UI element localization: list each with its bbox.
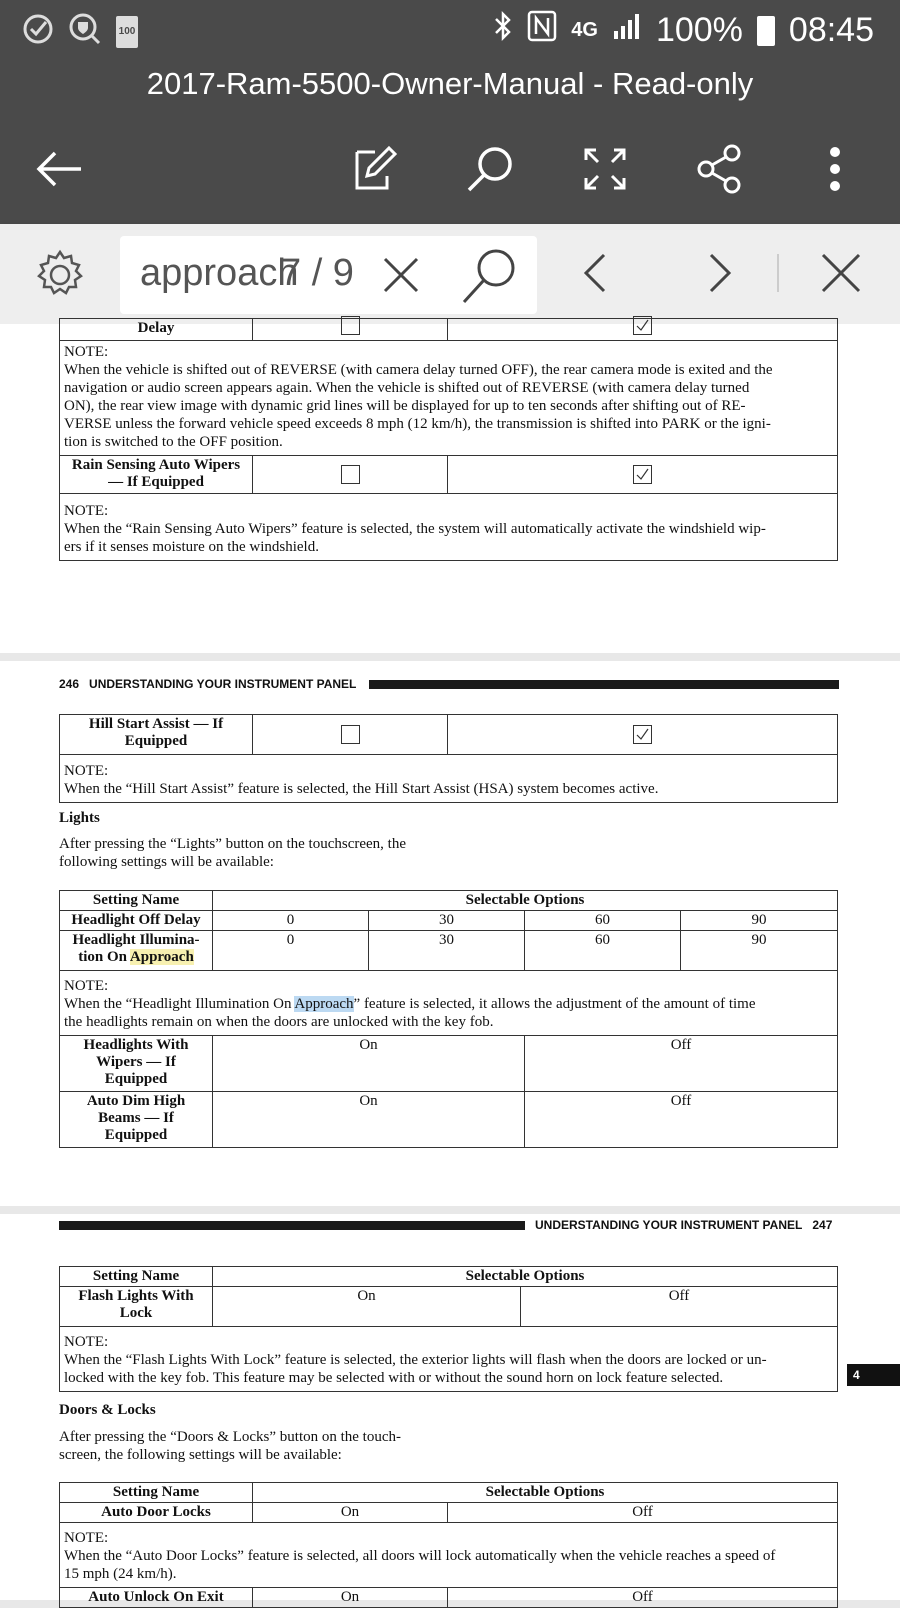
note-hill-start: NOTE: When the “Hill Start Assist” feature is selected, the Hill Start Assist (HSA) system becomes active. (60, 755, 838, 803)
checkbox-unchecked (253, 456, 448, 494)
checkbox-checked (448, 456, 838, 494)
search-highlight: Approach (129, 949, 194, 965)
setting-name-cell: Headlight Illumina- tion On Approach (60, 931, 213, 971)
option-cell: 0 (213, 911, 369, 931)
settings-table-hill-start (59, 714, 838, 803)
more-vert-icon[interactable] (805, 139, 865, 199)
setting-name-cell: Rain Sensing Auto Wipers — If Equipped (60, 456, 253, 494)
check-circle-icon (22, 13, 54, 50)
column-header: Setting Name (60, 1483, 253, 1503)
section-heading-doors-locks: Doors & Locks (59, 1402, 156, 1418)
header-rule (369, 680, 839, 689)
battery-percent: 100% (655, 11, 743, 49)
battery-icon (757, 16, 775, 46)
lights-intro: After pressing the “Lights” button on the touchscreen, the following settings will be available: (59, 836, 406, 870)
signal-icon (612, 11, 642, 50)
header-rule (59, 1221, 525, 1230)
find-input-box[interactable] (120, 236, 537, 314)
checkbox-checked (448, 319, 838, 341)
column-header: Selectable Options (213, 891, 838, 911)
find-search-icon[interactable] (460, 246, 520, 311)
doors-intro: After pressing the “Doors & Locks” button on the touch- screen, the following settings will be available: (59, 1429, 402, 1463)
option-cell: 30 (369, 911, 525, 931)
nfc-icon (527, 10, 557, 51)
settings-gear-icon[interactable] (32, 246, 88, 307)
checkbox-checked (448, 715, 838, 755)
app-toolbar (0, 64, 900, 224)
option-cell: On (253, 1588, 448, 1608)
column-header: Selectable Options (253, 1483, 838, 1503)
vpn-shield-icon (68, 12, 102, 51)
option-cell: On (253, 1503, 448, 1523)
option-cell: On (213, 1036, 525, 1092)
section-heading-lights: Lights (59, 810, 100, 826)
battery-label: 100 (118, 25, 136, 37)
note-headlight-illumination: NOTE: When the “Headlight Illumination On Approach” feature is selected, it allows the adjustment of the amount of time the headlights remain on when the doors are unlocked with the key fob. (60, 971, 838, 1036)
setting-name-cell: Flash Lights With Lock (60, 1287, 213, 1327)
note-rain-wipers: NOTE: When the “Rain Sensing Auto Wipers” feature is selected, the system will automatically activate the windshield wip- ers if it senses moisture on the windshield. (60, 494, 838, 561)
page-header: 246 UNDERSTANDING YOUR INSTRUMENT PANEL (59, 677, 357, 691)
setting-name-cell: Headlight Off Delay (60, 911, 213, 931)
divider (777, 254, 779, 292)
settings-table-flash-lights (59, 1266, 838, 1392)
pdf-page-247 (0, 1214, 900, 1605)
search-icon[interactable] (460, 139, 520, 199)
pdf-page-245 (0, 320, 900, 653)
settings-table-doors (59, 1482, 838, 1608)
setting-name-cell: Delay (60, 319, 253, 341)
share-icon[interactable] (690, 139, 750, 199)
option-cell: 90 (681, 911, 838, 931)
network-4g-icon: 4G (571, 19, 598, 41)
option-cell: 60 (525, 931, 681, 971)
setting-name-cell: Hill Start Assist — If Equipped (60, 715, 253, 755)
checkbox-unchecked (253, 715, 448, 755)
battery-100-icon (116, 16, 138, 48)
next-match-icon[interactable] (705, 252, 735, 299)
close-find-icon[interactable] (820, 252, 862, 299)
option-cell: Off (448, 1503, 838, 1523)
chapter-tab: 4 (847, 1364, 900, 1386)
search-highlight-current: Approach (294, 996, 354, 1012)
setting-name-cell: Auto Door Locks (60, 1503, 253, 1523)
setting-name-cell: Auto Dim High Beams — If Equipped (60, 1092, 213, 1148)
checkbox-unchecked (253, 319, 448, 341)
back-arrow-icon[interactable] (28, 139, 88, 199)
column-header: Selectable Options (213, 1267, 838, 1287)
pdf-page-246 (0, 661, 900, 1206)
document-title: 2017-Ram-5500-Owner-Manual - Read-only (146, 66, 754, 101)
edit-icon[interactable] (345, 139, 405, 199)
bluetooth-icon (493, 10, 513, 51)
find-input[interactable]: approach (140, 252, 299, 294)
note-camera-delay: NOTE: When the vehicle is shifted out of REVERSE (with camera delay turned OFF), the rear camera mode is exited and the navigation or audio screen appears again. When the vehicle is shifted out of REVERSE (with camera delay turned ON), the rear view image with dynamic grid lines will be displayed for up to ten seconds after shifting out of RE- VERSE unless the forward vehicle speed exceeds 8 mph (12 km/h), the transmission is shifted into PARK or the igni- tion is switched to the OFF position. (60, 341, 838, 456)
fullscreen-icon[interactable] (575, 139, 635, 199)
note-auto-door-locks: NOTE: When the “Auto Door Locks” feature is selected, all doors will lock automatically when the vehicle reaches a speed of 15 mph (24 km/h). (60, 1523, 838, 1588)
option-cell: Off (521, 1287, 838, 1327)
match-count: 7 / 9 (280, 252, 354, 294)
previous-match-icon[interactable] (580, 252, 610, 299)
option-cell: 60 (525, 911, 681, 931)
clear-query-icon[interactable] (382, 256, 420, 299)
option-cell: 0 (213, 931, 369, 971)
find-bar (0, 224, 900, 324)
page-header: UNDERSTANDING YOUR INSTRUMENT PANEL 247 (535, 1218, 833, 1232)
clock: 08:45 (788, 11, 874, 49)
column-header: Setting Name (60, 1267, 213, 1287)
settings-table-lights (59, 890, 838, 1148)
option-cell: Off (448, 1588, 838, 1608)
option-cell: 30 (369, 931, 525, 971)
setting-name-cell: Auto Unlock On Exit (60, 1588, 253, 1608)
option-cell: On (213, 1287, 521, 1327)
status-bar (0, 0, 900, 64)
setting-name-cell: Headlights With Wipers — If Equipped (60, 1036, 213, 1092)
column-header: Setting Name (60, 891, 213, 911)
option-cell: On (213, 1092, 525, 1148)
option-cell: Off (525, 1036, 838, 1092)
option-cell: Off (525, 1092, 838, 1148)
option-cell: 90 (681, 931, 838, 971)
settings-table-camera (59, 318, 838, 561)
note-flash-lights: NOTE: When the “Flash Lights With Lock” feature is selected, the exterior lights will flash when the doors are locked or un- locked with the key fob. This feature may be selected with or without the sound horn on lock feature selected. (60, 1327, 838, 1392)
